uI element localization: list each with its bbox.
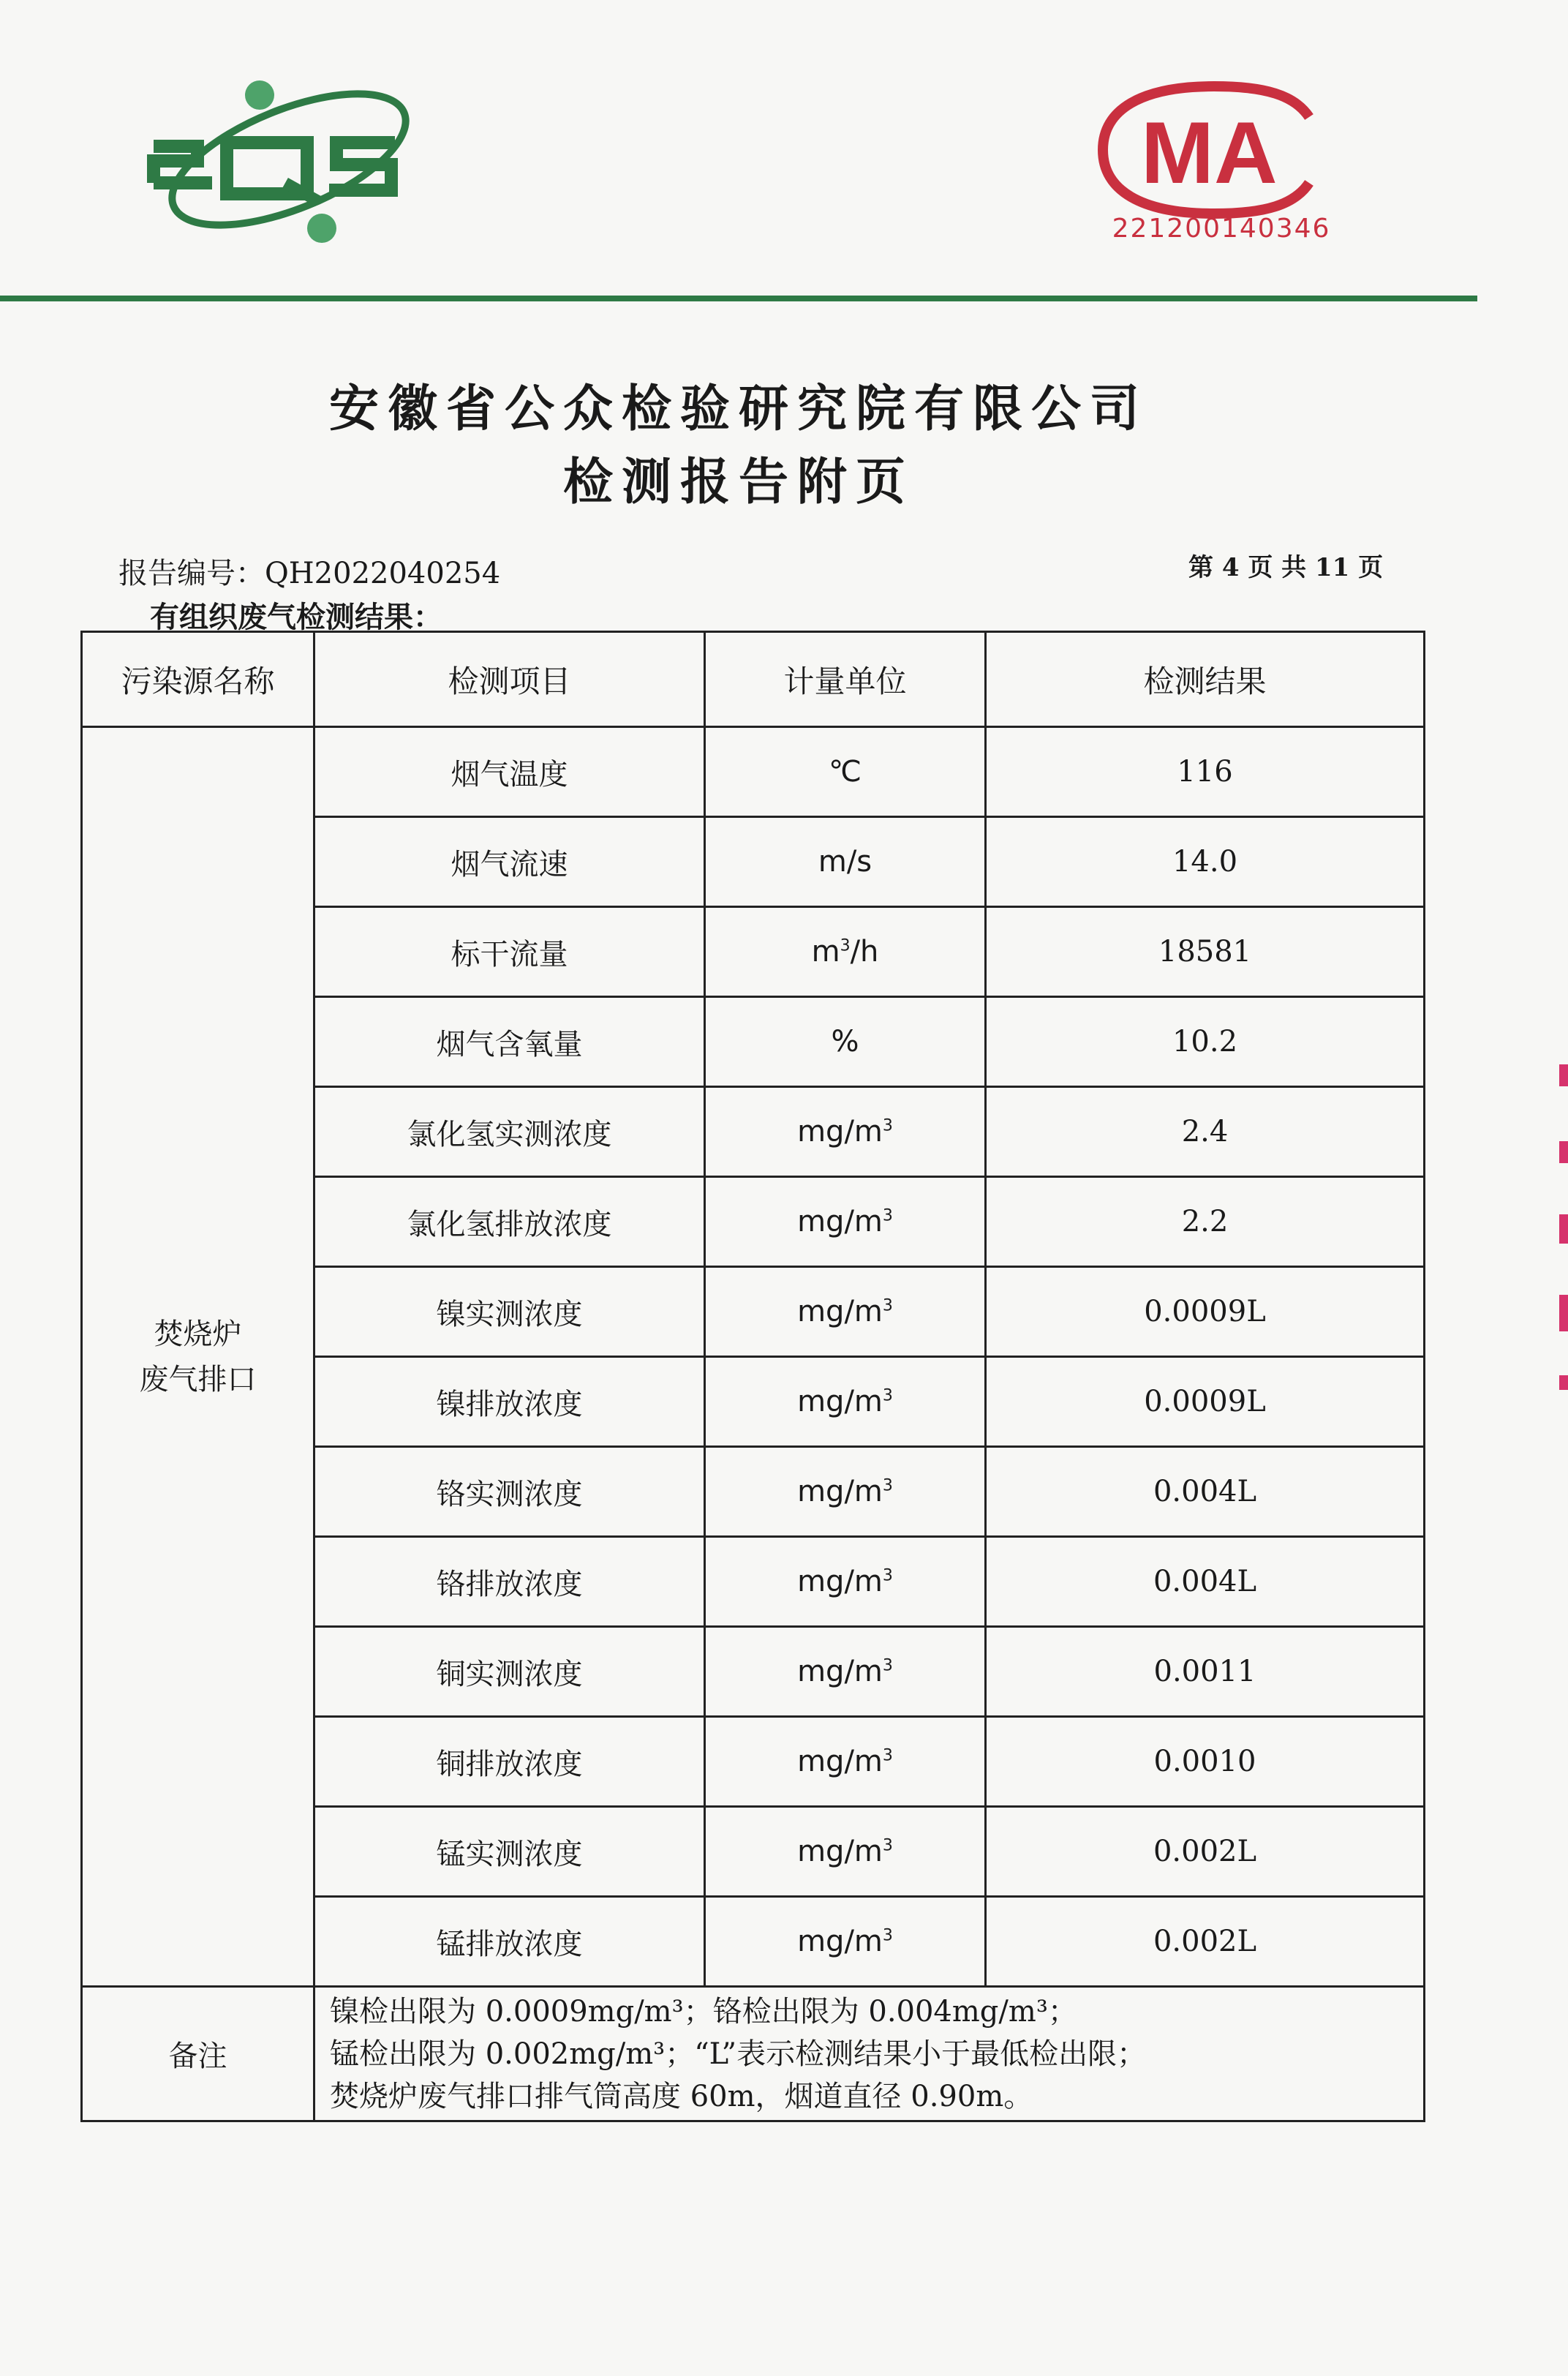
section-title: 有组织废气检测结果： xyxy=(150,600,442,634)
remarks-line: 锰检出限为 0.002mg/m³；“L”表示检测结果小于最低检出限； xyxy=(330,2037,1147,2071)
header-unit: 计量单位 xyxy=(705,632,986,727)
item-cell: 铬实测浓度 xyxy=(314,1447,705,1537)
remarks-text xyxy=(314,1987,1425,2121)
edge-mark xyxy=(1559,1375,1568,1390)
unit-superscript: 3 xyxy=(882,1746,893,1765)
item-cell: 锰实测浓度 xyxy=(314,1807,705,1897)
unit-cell xyxy=(705,1717,986,1807)
result-cell: 0.0011 xyxy=(986,1627,1425,1717)
result-cell: 10.2 xyxy=(986,997,1425,1087)
unit-base: mg/m xyxy=(797,1385,883,1418)
page-info: 第 4 页 共 11 页 xyxy=(1188,553,1384,582)
unit-base: mg/m xyxy=(797,1835,883,1868)
table-row xyxy=(82,727,1425,817)
unit-cell xyxy=(705,1897,986,1987)
company-title: 安徽省公众检验研究院有限公司 xyxy=(328,380,1148,438)
cma-logo xyxy=(1090,80,1338,219)
edge-mark xyxy=(1559,1141,1568,1163)
source-name-cell xyxy=(82,727,314,1987)
unit-base: mg/m xyxy=(797,1655,883,1688)
unit-base: mg/m xyxy=(797,1745,883,1778)
unit-base: mg/m xyxy=(797,1475,883,1508)
edge-mark xyxy=(1559,1295,1568,1331)
unit-superscript: 3 xyxy=(882,1206,893,1225)
unit-superscript: 3 xyxy=(882,1386,893,1405)
header-rule xyxy=(0,296,1477,301)
header-source: 污染源名称 xyxy=(82,632,314,727)
unit-base: ℃ xyxy=(829,755,862,789)
report-number xyxy=(118,550,500,592)
report-subtitle: 检测报告附页 xyxy=(562,453,914,511)
cma-number: 221200140346 xyxy=(1112,214,1331,244)
item-cell: 镍实测浓度 xyxy=(314,1267,705,1357)
item-cell: 烟气温度 xyxy=(314,727,705,817)
item-cell: 锰排放浓度 xyxy=(314,1897,705,1987)
report-number-label: 报告编号： xyxy=(118,557,265,590)
unit-superscript: 3 xyxy=(882,1836,893,1855)
item-cell: 氯化氢实测浓度 xyxy=(314,1087,705,1177)
item-cell: 镍排放浓度 xyxy=(314,1357,705,1447)
table-header-row xyxy=(82,632,1425,727)
unit-cell xyxy=(705,1087,986,1177)
unit-base: m/s xyxy=(818,845,872,879)
results-table xyxy=(80,631,1425,2122)
unit-cell xyxy=(705,1267,986,1357)
unit-cell xyxy=(705,997,986,1087)
unit-cell xyxy=(705,817,986,907)
result-cell: 0.002L xyxy=(986,1897,1425,1987)
result-cell: 0.0009L xyxy=(986,1267,1425,1357)
unit-cell xyxy=(705,1807,986,1897)
edge-mark xyxy=(1559,1214,1568,1244)
unit-superscript: 3 xyxy=(882,1296,893,1315)
unit-superscript: 3 xyxy=(882,1476,893,1495)
item-cell: 铜排放浓度 xyxy=(314,1717,705,1807)
unit-cell xyxy=(705,727,986,817)
report-number-value: QH2022040254 xyxy=(265,557,501,590)
unit-cell xyxy=(705,1447,986,1537)
unit-superscript: 3 xyxy=(882,1566,893,1585)
table-body xyxy=(82,727,1425,2121)
remarks-line: 焚烧炉废气排口排气筒高度 60m，烟道直径 0.90m。 xyxy=(330,2079,1033,2113)
item-cell: 氯化氢排放浓度 xyxy=(314,1177,705,1267)
item-cell: 铬排放浓度 xyxy=(314,1537,705,1627)
source-name-line: 焚烧炉 xyxy=(154,1317,242,1351)
unit-superscript: 3 xyxy=(882,1926,893,1945)
unit-base: mg/m xyxy=(797,1295,883,1328)
aqs-logo xyxy=(139,73,424,249)
result-cell: 2.2 xyxy=(986,1177,1425,1267)
unit-superscript: 3 xyxy=(840,936,851,955)
result-cell: 0.0010 xyxy=(986,1717,1425,1807)
unit-base: mg/m xyxy=(797,1205,883,1238)
result-cell: 18581 xyxy=(986,907,1425,997)
unit-tail: /h xyxy=(850,935,879,969)
result-cell: 14.0 xyxy=(986,817,1425,907)
result-cell: 0.002L xyxy=(986,1807,1425,1897)
result-cell: 116 xyxy=(986,727,1425,817)
unit-base: % xyxy=(831,1025,859,1059)
unit-cell xyxy=(705,907,986,997)
unit-base: m xyxy=(811,935,840,969)
result-cell: 0.004L xyxy=(986,1447,1425,1537)
header-item: 检测项目 xyxy=(314,632,705,727)
item-cell: 烟气流速 xyxy=(314,817,705,907)
unit-cell xyxy=(705,1177,986,1267)
unit-cell xyxy=(705,1627,986,1717)
item-cell: 铜实测浓度 xyxy=(314,1627,705,1717)
unit-base: mg/m xyxy=(797,1115,883,1148)
remarks-line: 镍检出限为 0.0009mg/m³；铬检出限为 0.004mg/m³； xyxy=(330,1994,1077,2029)
remarks-row xyxy=(82,1987,1425,2121)
source-name-line: 废气排口 xyxy=(139,1362,257,1396)
unit-base: mg/m xyxy=(797,1925,883,1958)
item-cell: 标干流量 xyxy=(314,907,705,997)
result-cell: 2.4 xyxy=(986,1087,1425,1177)
result-cell: 0.004L xyxy=(986,1537,1425,1627)
remarks-label: 备注 xyxy=(82,1987,314,2121)
unit-base: mg/m xyxy=(797,1565,883,1598)
edge-mark xyxy=(1559,1064,1568,1086)
result-cell: 0.0009L xyxy=(986,1357,1425,1447)
unit-cell xyxy=(705,1537,986,1627)
item-cell: 烟气含氧量 xyxy=(314,997,705,1087)
unit-superscript: 3 xyxy=(882,1656,893,1675)
unit-cell xyxy=(705,1357,986,1447)
svg-text:MA: MA xyxy=(1141,104,1278,202)
header-result: 检测结果 xyxy=(986,632,1425,727)
unit-superscript: 3 xyxy=(882,1116,893,1135)
